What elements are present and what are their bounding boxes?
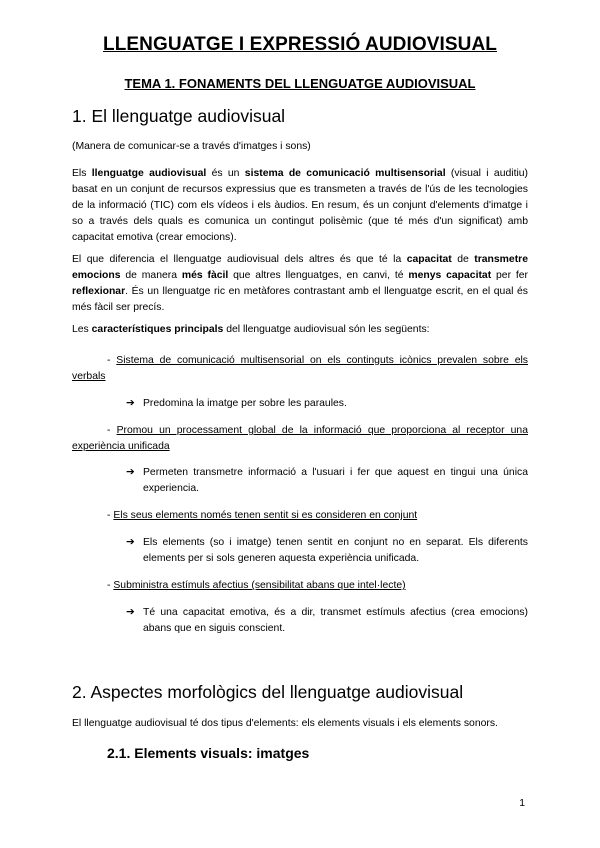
characteristic-detail <box>126 396 528 412</box>
characteristic-text: Subministra estímuls afectius (sensibilitat abans que intel·lecte) <box>113 580 406 591</box>
characteristic-item <box>72 353 528 385</box>
characteristic-text: Sistema de comunicació multisensorial on els continguts icònics prevalen sobre els verbals <box>72 355 528 382</box>
text-segment: que altres llenguatges, en canvi, té <box>228 270 409 281</box>
detail-text: Els elements (so i imatge) tenen sentit en conjunt no en separat. Els diferents elements per si sols generen aquesta experiència unificada. <box>143 537 528 564</box>
characteristic-detail <box>126 535 528 567</box>
bold-text-segment: menys capacitat <box>408 270 492 281</box>
dash-marker: - <box>107 355 117 366</box>
bold-text-segment: llenguatge audiovisual <box>91 168 207 179</box>
characteristic-detail <box>126 465 528 497</box>
dash-marker: - <box>107 580 114 591</box>
text-segment: de <box>451 254 475 265</box>
section-2-heading: 2. Aspectes morfològics del llenguatge audiovisual <box>72 682 464 702</box>
bold-text-segment: transmetre emocions <box>72 254 528 281</box>
characteristic-item <box>107 508 528 524</box>
text-segment: El que diferencia el llenguatge audiovisual dels altres és que té la <box>72 254 407 265</box>
text-segment: és un <box>206 168 245 179</box>
bold-text-segment: sistema de comunicació multisensorial <box>244 168 446 179</box>
text-segment: (visual i auditiu) basat en un conjunt de recursos expressius que es transmeten a través de l'ús de les tecnologies de la informació (TIC) com els vídeos i els àudios. En resum, és un conjunt d'elements d'imatge i so a través dels quals es comunica un contingut polisèmic (que té més d'un significat) amb capacitat emotiva (crear emocions). <box>72 168 529 243</box>
paragraph-characteristics-intro <box>72 322 528 338</box>
detail-text: Predomina la imatge per sobre les paraules. <box>143 398 347 409</box>
characteristic-text: Promou un processament global de la informació que proporciona al receptor una experiència unificada <box>72 425 528 452</box>
text-segment: del llenguatge audiovisual són les següents: <box>223 324 430 335</box>
text-segment: Les <box>72 324 92 335</box>
text-segment: . És un llenguatge ric en metàfores contrastant amb el llenguatge escrit, en el qual és més fàcil ser precís. <box>72 286 528 313</box>
section-1-heading: 1. El llenguatge audiovisual <box>72 106 286 126</box>
bold-text-segment: reflexionar <box>72 286 126 297</box>
text-segment: Els <box>72 168 92 179</box>
arrow-icon: ➔ <box>126 467 135 478</box>
text-segment: per fer <box>491 270 529 281</box>
section-1-note: (Manera de comunicar-se a través d'imatges i sons) <box>72 141 311 152</box>
paragraph-difference <box>72 252 528 316</box>
arrow-icon: ➔ <box>126 607 135 618</box>
characteristic-detail <box>126 605 528 637</box>
characteristic-item <box>72 423 528 455</box>
page-number: 1 <box>519 798 525 809</box>
section-2-1-heading: 2.1. Elements visuals: imatges <box>107 745 310 761</box>
paragraph-definition <box>72 166 528 246</box>
arrow-icon: ➔ <box>126 537 135 548</box>
document-title: LLENGUATGE I EXPRESSIÓ AUDIOVISUAL <box>103 34 497 55</box>
text-segment: de manera <box>120 270 182 281</box>
bold-text-segment: més fàcil <box>181 270 229 281</box>
dash-marker: - <box>107 425 117 436</box>
bold-text-segment: capacitat <box>406 254 452 265</box>
detail-text: Té una capacitat emotiva, és a dir, transmet estímuls afectius (crea emocions) abans que en siguis conscient. <box>143 607 528 634</box>
dash-marker: - <box>107 510 114 521</box>
topic-title: TEMA 1. FONAMENTS DEL LLENGUATGE AUDIOVISUAL <box>124 76 476 91</box>
characteristic-item <box>107 578 528 594</box>
detail-text: Permeten transmetre informació a l'usuari i fer que aquest en tingui una única experiencia. <box>143 467 528 494</box>
section-2-intro: El llenguatge audiovisual té dos tipus d'elements: els elements visuals i els elements sonors. <box>72 718 498 729</box>
bold-text-segment: característiques principals <box>91 324 224 335</box>
characteristic-text: Els seus elements només tenen sentit si es consideren en conjunt <box>113 510 418 521</box>
arrow-icon: ➔ <box>126 398 135 409</box>
